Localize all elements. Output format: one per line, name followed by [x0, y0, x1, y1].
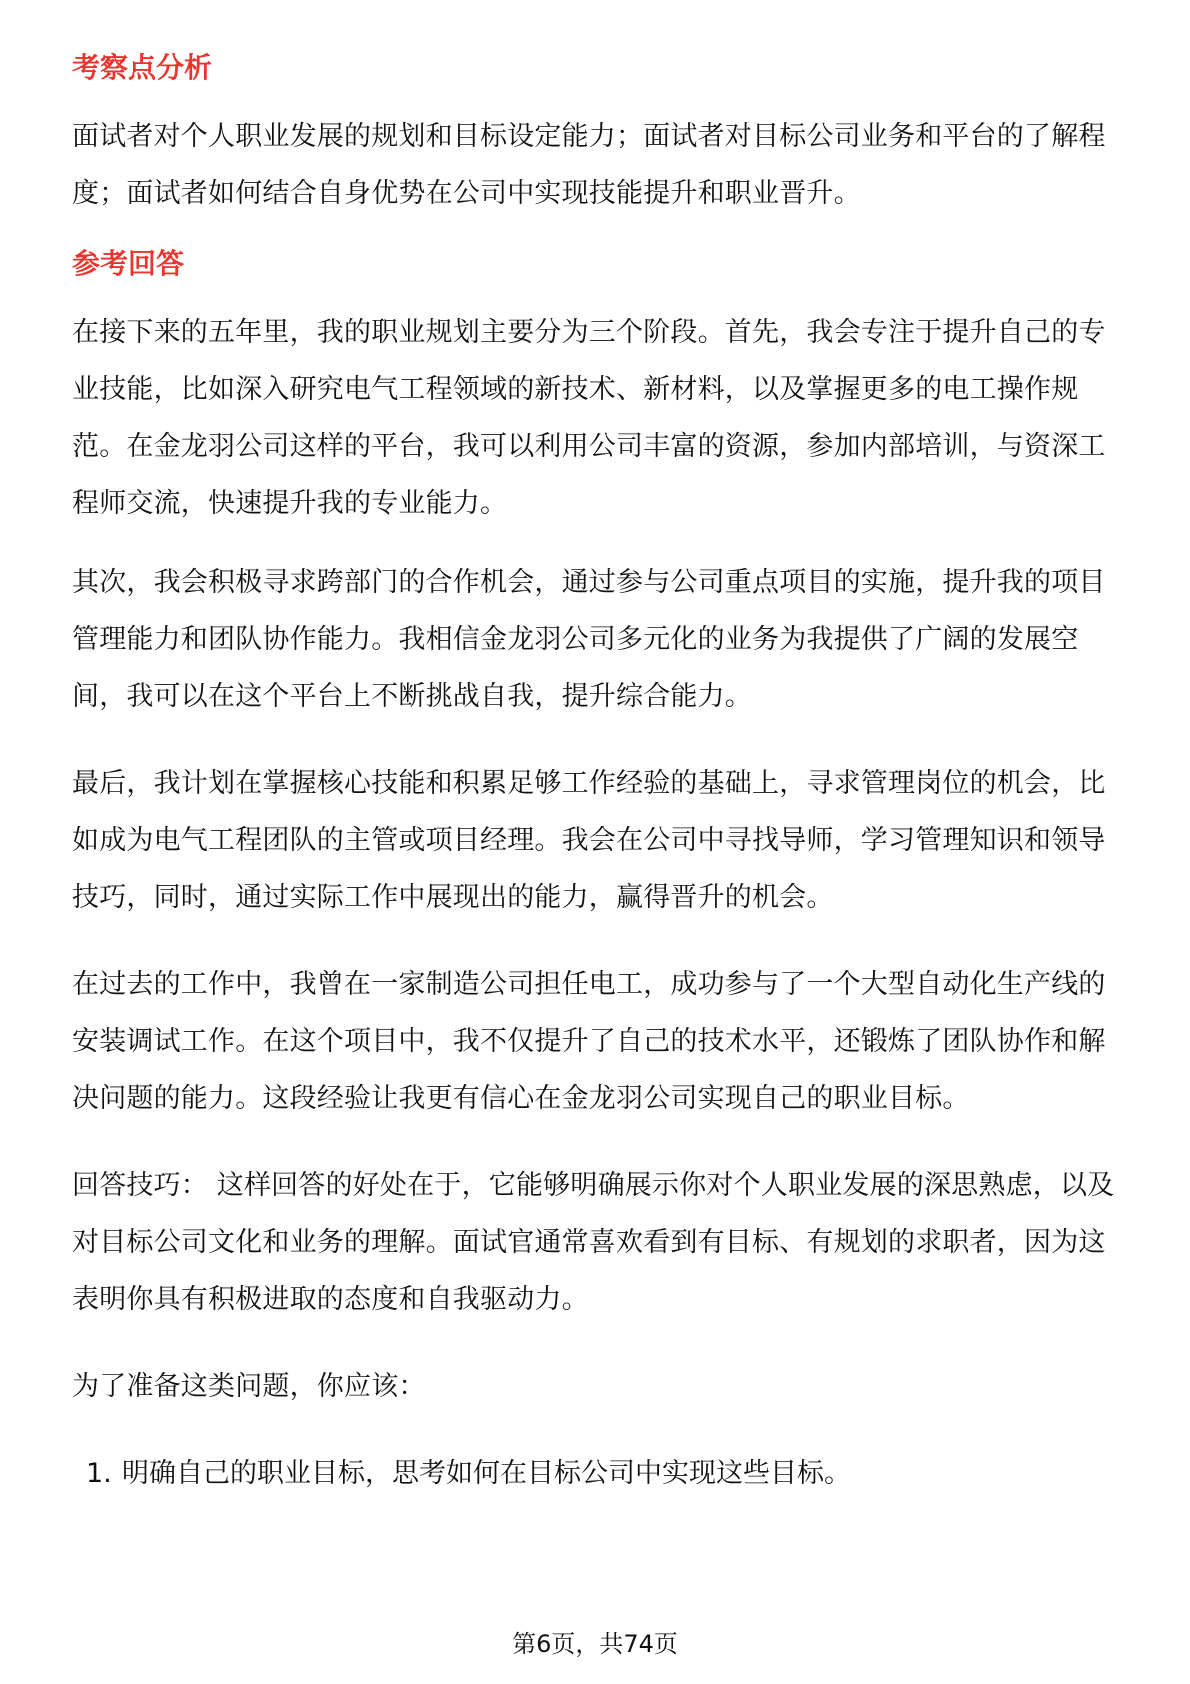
page-number: 第6页，共74页	[512, 1630, 678, 1658]
section-answer	[72, 244, 1117, 1415]
paragraph: 为了准备这类问题，你应该：	[72, 1371, 426, 1402]
document-content	[72, 48, 1117, 1502]
paragraph: 最后，我计划在掌握核心技能和积累足够工作经验的基础上，寻求管理岗位的机会，比如成为电气工程团队的主管或项目经理。我会在公司中寻找导师，学习管理知识和领导技巧，同时，通过实际工作中展现出的能力，赢得晋升的机会。	[72, 768, 1106, 913]
list-item	[72, 1445, 1117, 1502]
paragraph: 回答技巧： 这样回答的好处在于，它能够明确展示你对个人职业发展的深思熟虑，以及对目标公司文化和业务的理解。面试官通常喜欢看到有目标、有规划的求职者，因为这表明你具有积极进取的态度和自我驱动力。	[72, 1170, 1115, 1315]
list-item-number: 1.	[86, 1458, 112, 1489]
paragraph: 其次，我会积极寻求跨部门的合作机会，通过参与公司重点项目的实施，提升我的项目管理能力和团队协作能力。我相信金龙羽公司多元化的业务为我提供了广阔的发展空间，我可以在这个平台上不断挑战自我，提升综合能力。	[72, 567, 1106, 712]
section-heading: 参考回答	[72, 247, 185, 280]
paragraph: 在过去的工作中，我曾在一家制造公司担任电工，成功参与了一个大型自动化生产线的安装调试工作。在这个项目中，我不仅提升了自己的技术水平，还锻炼了团队协作和解决问题的能力。这段经验让我更有信心在金龙羽公司实现自己的职业目标。	[72, 969, 1106, 1114]
section-analysis	[72, 48, 1117, 222]
list-item-text: 明确自己的职业目标，思考如何在目标公司中实现这些目标。	[122, 1458, 851, 1489]
section-heading: 考察点分析	[72, 51, 213, 84]
paragraph: 在接下来的五年里，我的职业规划主要分为三个阶段。首先，我会专注于提升自己的专业技能，比如深入研究电气工程领域的新技术、新材料，以及掌握更多的电工操作规范。在金龙羽公司这样的平台，我可以利用公司丰富的资源，参加内部培训，与资深工程师交流，快速提升我的专业能力。	[72, 317, 1106, 519]
tips-list	[72, 1445, 1117, 1502]
paragraph: 面试者对个人职业发展的规划和目标设定能力；面试者对目标公司业务和平台的了解程度；面试者如何结合自身优势在公司中实现技能提升和职业晋升。	[72, 121, 1106, 209]
